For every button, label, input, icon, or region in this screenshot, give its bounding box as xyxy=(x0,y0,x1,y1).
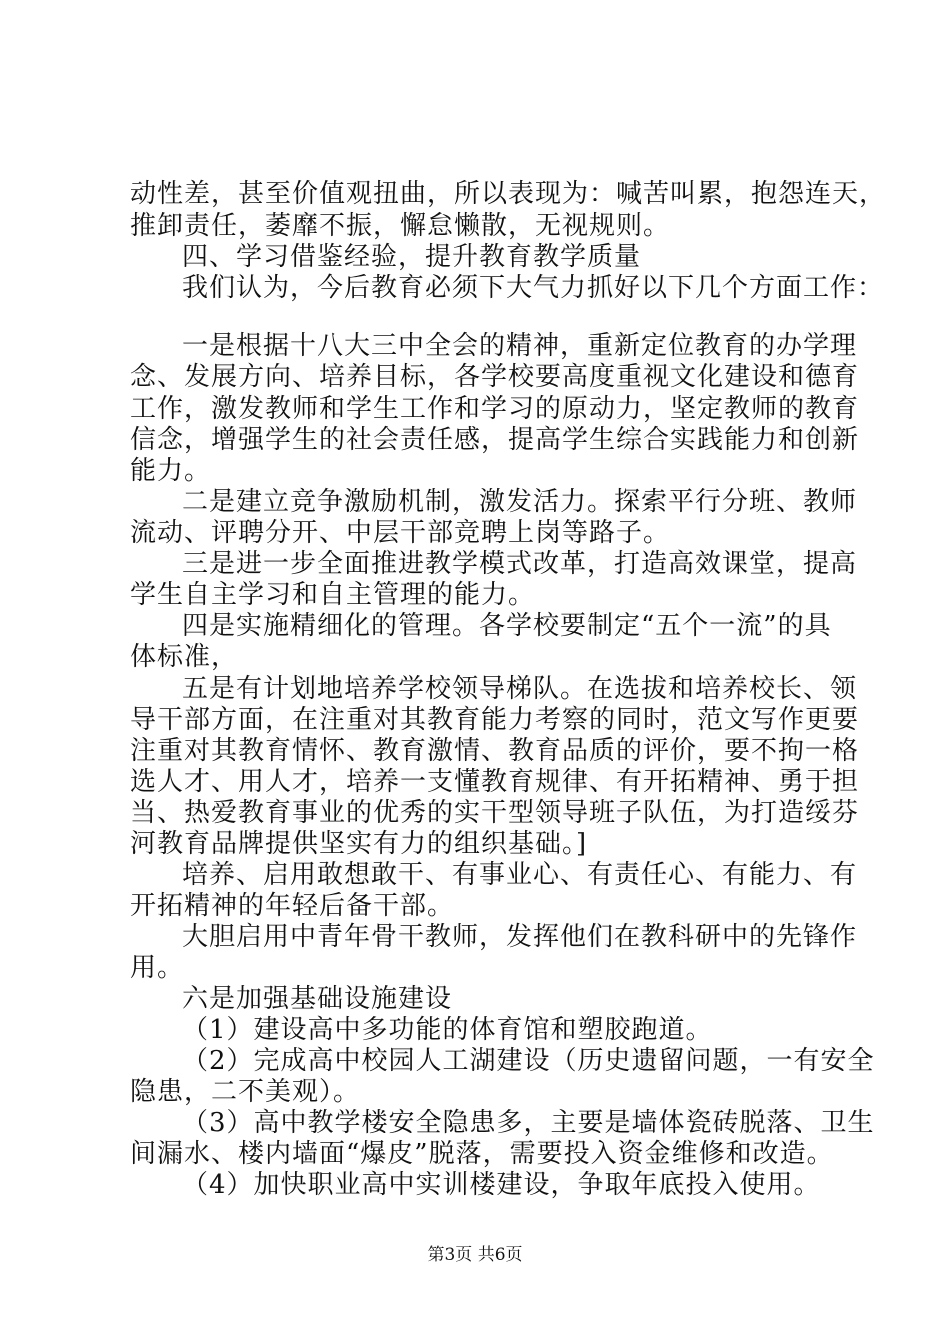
text-line: 隐患，二不美观）。 xyxy=(130,1077,361,1107)
text-line: 学生自主学习和自主管理的能力。 xyxy=(130,580,536,610)
text-line: 培养、启用敢想敢干、有事业心、有责任心、有能力、有 xyxy=(182,860,858,890)
text-line: 工作，激发教师和学生工作和学习的原动力，坚定教师的教育 xyxy=(130,394,860,424)
list-item: （3）高中教学楼安全隐患多，主要是墙体瓷砖脱落、卫生 xyxy=(182,1108,875,1138)
text-line: 导干部方面，在注重对其教育能力考察的同时，范文写作更要 xyxy=(130,705,860,735)
text-line: 三是进一步全面推进教学模式改革，打造高效课堂，提高 xyxy=(182,549,858,579)
text-line: 一是根据十八大三中全会的精神，重新定位教育的办学理 xyxy=(182,331,858,361)
text-line: 流动、评聘分开、中层干部竞聘上岗等路子。 xyxy=(130,518,671,548)
text-line: 四是实施精细化的管理。各学校要制定“五个一流”的具 xyxy=(182,611,832,641)
page-footer-indicator: 第3页 共6页 xyxy=(427,1245,523,1265)
text-line: 二是建立竞争激励机制，激发活力。探索平行分班、教师 xyxy=(182,487,858,517)
section-heading: 六是加强基础设施建设 xyxy=(182,984,453,1014)
text-line: 五是有计划地培养学校领导梯队。在选拔和培养校长、领 xyxy=(182,674,858,704)
text-line: 体标准， xyxy=(130,642,239,672)
text-line: 间漏水、楼内墙面“爆皮”脱落，需要投入资金维修和改造。 xyxy=(130,1139,834,1169)
text-line: 注重对其教育情怀、教育激情、教育品质的评价，要不拘一格 xyxy=(130,736,860,766)
text-line: 能力。 xyxy=(130,456,212,486)
text-line: 开拓精神的年轻后备干部。 xyxy=(130,891,455,921)
text-line: 念、发展方向、培养目标，各学校要高度重视文化建设和德育 xyxy=(130,362,860,392)
text-line: 动性差，甚至价值观扭曲，所以表现为：喊苦叫累，抱怨连天， xyxy=(130,179,887,209)
section-heading: 四、学习借鉴经验，提升教育教学质量 xyxy=(182,242,642,272)
list-item: （1）建设高中多功能的体育馆和塑胶跑道。 xyxy=(182,1015,713,1045)
text-line: 我们认为，今后教育必须下大气力抓好以下几个方面工作： xyxy=(182,273,885,303)
text-line: 当、热爱教育事业的优秀的实干型领导班子队伍，为打造绥芬 xyxy=(130,798,860,828)
list-item: （4）加快职业高中实训楼建设，争取年底投入使用。 xyxy=(182,1170,821,1200)
text-line: 推卸责任，萎靡不振，懈怠懒散，无视规则。 xyxy=(130,211,671,241)
text-line: 大胆启用中青年骨干教师，发挥他们在教科研中的先锋作 xyxy=(182,922,858,952)
text-line: 信念，增强学生的社会责任感，提高学生综合实践能力和创新 xyxy=(130,425,860,455)
text-line: 河教育品牌提供坚实有力的组织基础。] xyxy=(130,829,588,859)
text-line: 选人才、用人才，培养一支懂教育规律、有开拓精神、勇于担 xyxy=(130,767,860,797)
list-item: （2）完成高中校园人工湖建设（历史遗留问题，一有安全 xyxy=(182,1046,875,1076)
text-line: 用。 xyxy=(130,953,185,983)
